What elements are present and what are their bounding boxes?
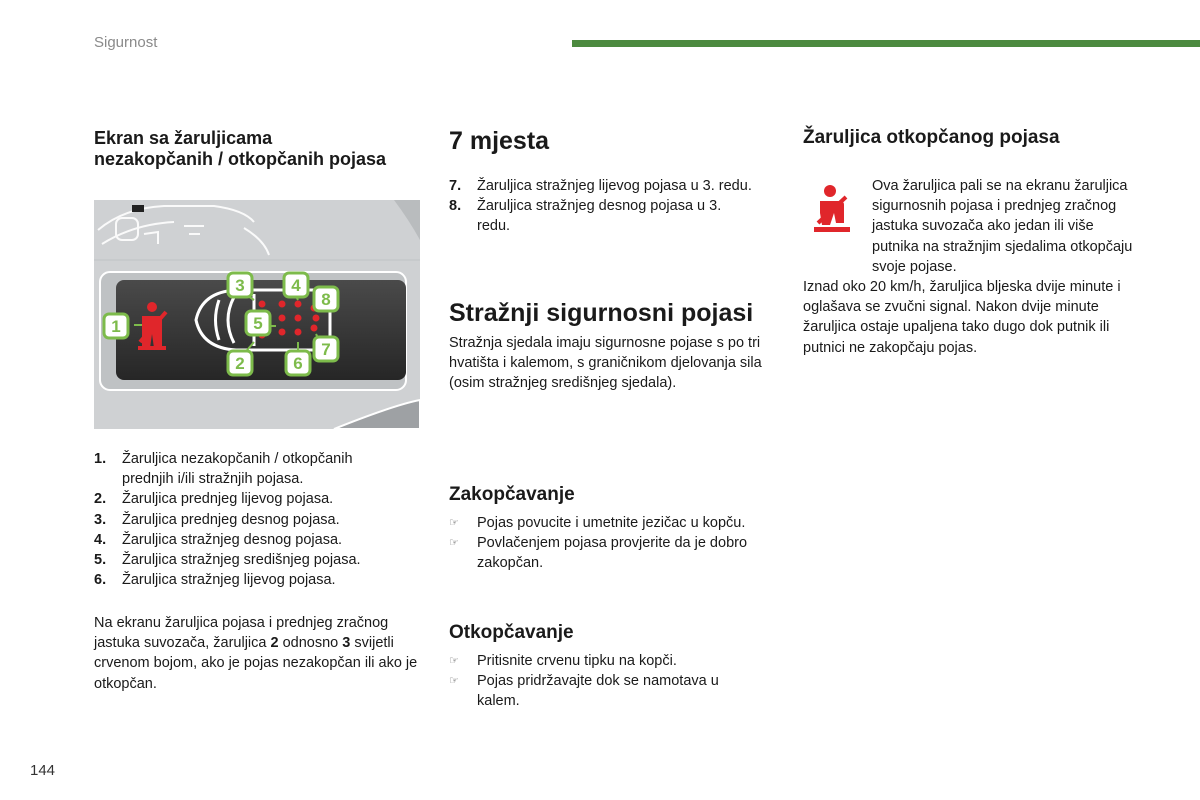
- marker-2: [228, 351, 252, 375]
- list-item: 3. Žaruljica prednjeg desnog pojasa.: [94, 511, 340, 528]
- page-number: 144: [30, 762, 56, 779]
- list-item: 6. Žaruljica stražnjeg lijevog pojasa.: [94, 572, 336, 589]
- marker-7: [314, 337, 338, 361]
- unfastened-lamp-speed-text: Iznad oko 20 km/h, žaruljica bljeska dvije minute i oglašava se zvučni signal. Nakon dvije minute žaruljica ostaje upaljena tako dugo dok putnik ili putnici ne zakopčaju pojas.: [803, 279, 1121, 356]
- marker-6: [286, 351, 310, 375]
- pointing-hand-icon: ☞: [449, 675, 459, 688]
- list-item: ☞ Povlačenjem pojasa provjerite da je dobro zakopčan.: [449, 535, 748, 572]
- list-item: 7. Žaruljica stražnjeg lijevog pojasa u 3. redu.: [449, 178, 752, 194]
- list-item: 1. Žaruljica nezakopčanih / otkopčanih prednjih i/ili stražnjih pojasa.: [94, 451, 353, 488]
- unfastening-list: [449, 651, 749, 712]
- svg-text:4: 4: [291, 276, 301, 295]
- header-accent-bar: [572, 40, 1200, 47]
- seatbelt-screen-heading: Ekran sa žaruljicama nezakopčanih / otkopčanih pojasa: [94, 128, 387, 169]
- display-legend-list: [94, 449, 384, 590]
- svg-text:2: 2: [235, 354, 245, 373]
- section-label: Sigurnost: [94, 34, 158, 51]
- seven-seats-list: [449, 176, 779, 237]
- seatbelt-warning-icon: [808, 183, 856, 235]
- pointing-hand-icon: ☞: [449, 655, 459, 667]
- marker-1: [104, 314, 128, 338]
- fastening-list: [449, 513, 779, 574]
- svg-text:7: 7: [321, 340, 331, 359]
- pointing-hand-icon: ☞: [449, 517, 459, 529]
- list-item: ☞ Pojas povucite i umetnite jezičac u kopču.: [449, 513, 779, 533]
- seatbelt-display-diagram: [94, 200, 420, 429]
- fastening-heading: Zakopčavanje: [449, 484, 575, 505]
- unfastened-lamp-heading: Žaruljica otkopčanog pojasa: [803, 127, 1060, 148]
- unfastened-lamp-text: Ova žaruljica pali se na ekranu žaruljica sigurnosnih pojasa i prednjeg zračnog jastuka suvozača ako jedan ili više putnika na stražnjim sjedalima otkopčaju svoje pojase.: [872, 178, 1133, 275]
- list-item: ☞ Pojas pridržavajte dok se namotava u kalem.: [449, 673, 719, 710]
- list-item: ☞ Pritisnite crvenu tipku na kopči.: [449, 651, 749, 671]
- unfastening-heading: Otkopčavanje: [449, 622, 574, 643]
- list-item: 8. Žaruljica stražnjeg desnog pojasa u 3. redu.: [449, 198, 722, 235]
- seven-seats-heading: 7 mjesta: [449, 127, 550, 155]
- list-item: 2. Žaruljica prednjeg lijevog pojasa.: [94, 491, 334, 508]
- display-note-paragraph: Na ekranu žaruljica pojasa i prednjeg zračnog jastuka suvozača, žaruljica 2 odnosno 3 svijetli crvenom bojom, ako je pojas nezakopčan ili ako je otkopčan.: [94, 615, 418, 692]
- marker-5: [246, 311, 270, 335]
- svg-text:3: 3: [235, 276, 245, 295]
- marker-3: [228, 273, 252, 297]
- dashboard-sketch: [98, 206, 269, 255]
- list-item: 4. Žaruljica stražnjeg desnog pojasa.: [94, 531, 343, 548]
- svg-text:5: 5: [253, 314, 263, 333]
- svg-text:6: 6: [293, 354, 303, 373]
- svg-text:8: 8: [321, 290, 331, 309]
- rear-belts-heading: Stražnji sigurnosni pojasi: [449, 299, 754, 327]
- marker-4: [284, 273, 308, 297]
- marker-8: [314, 287, 338, 311]
- svg-text:1: 1: [111, 317, 121, 336]
- pointing-hand-icon: ☞: [449, 537, 459, 550]
- camera-block: [132, 205, 144, 212]
- rear-belts-paragraph: Stražnja sjedala imaju sigurnosne pojase s po tri hvatišta i kalemom, s graničnikom djelovanja sila (osim stražnjeg središnjeg sjedala).: [449, 335, 762, 392]
- list-item: 5. Žaruljica stražnjeg središnjeg pojasa.: [94, 552, 361, 569]
